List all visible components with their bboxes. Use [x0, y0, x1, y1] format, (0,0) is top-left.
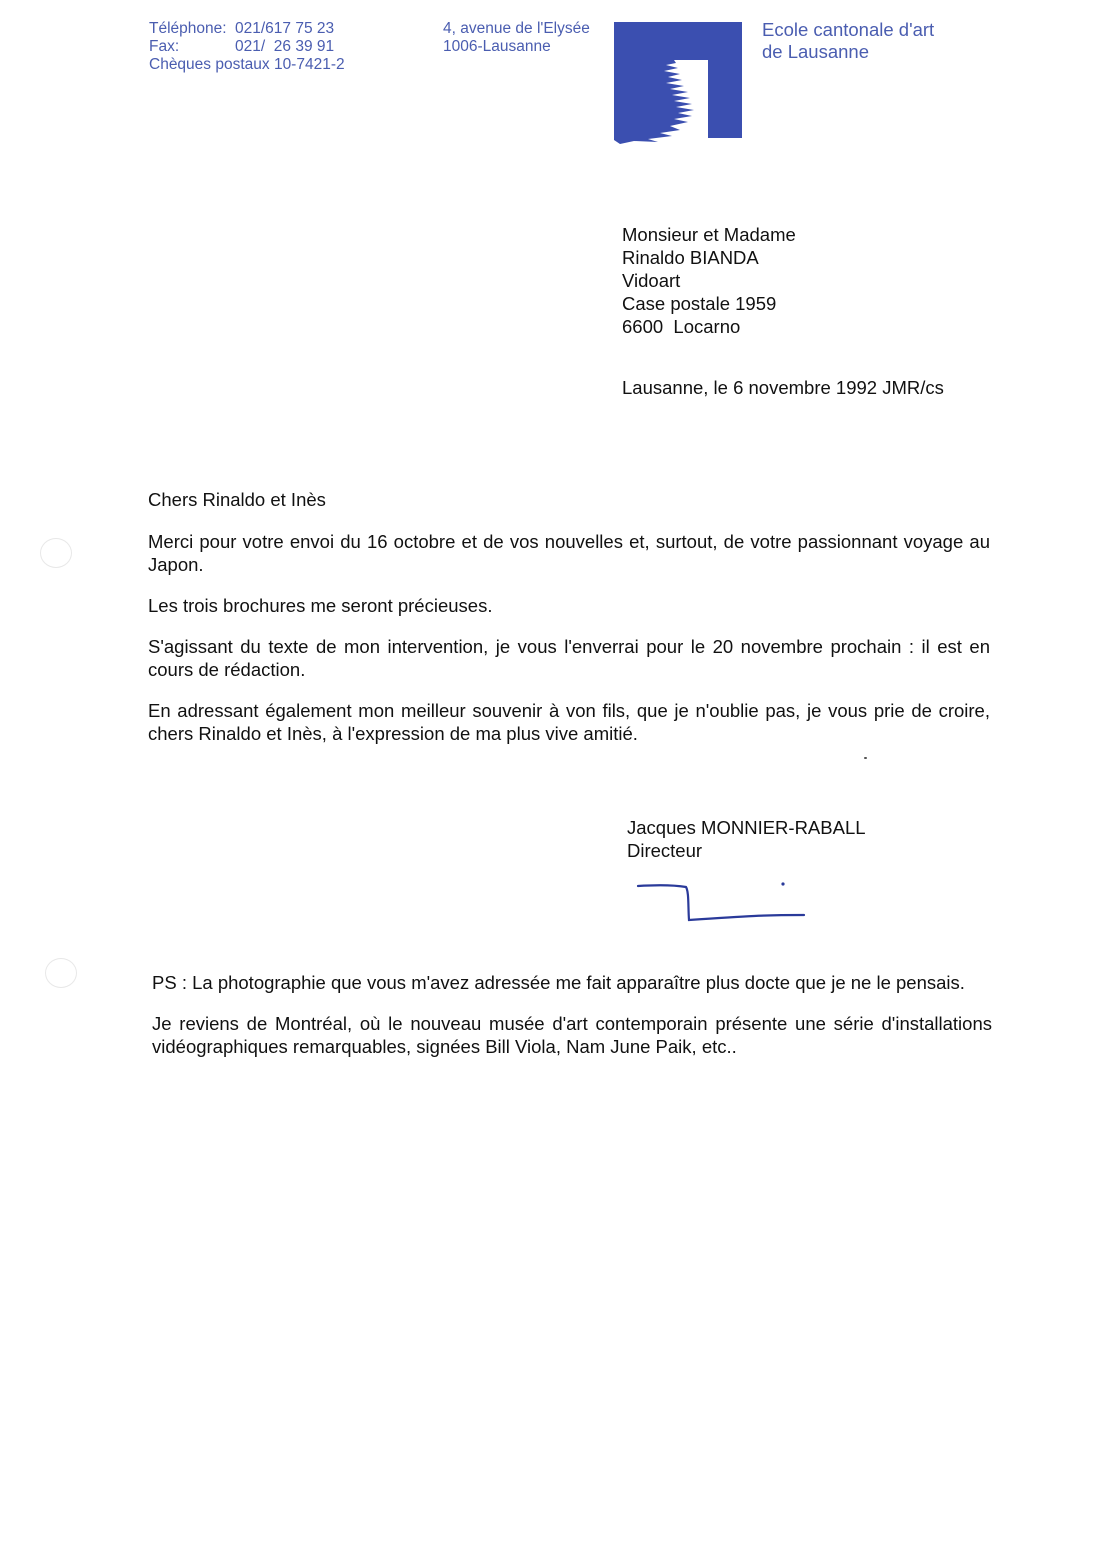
letter-body — [148, 488, 990, 763]
letter-paragraph: S'agissant du texte de mon intervention, je vous l'enverrai pour le 20 novembre prochain : il est en cours de rédaction. — [148, 636, 990, 680]
letter-paragraph: Merci pour votre envoi du 16 octobre et de vos nouvelles et, surtout, de votre passionnant voyage au Japon. — [148, 531, 990, 575]
fax-label: Fax: — [149, 38, 180, 55]
fax-number: 021/ 26 39 91 — [235, 38, 335, 55]
signer-block — [627, 816, 866, 862]
handwritten-signature — [634, 876, 814, 928]
signer-name: Jacques MONNIER-RABALL — [627, 817, 866, 838]
school-name-line2: de Lausanne — [762, 41, 869, 62]
fax-row — [149, 38, 345, 56]
salutation: Chers Rinaldo et Inès — [148, 489, 326, 510]
phone-row — [149, 20, 345, 38]
letter-paragraph: Les trois brochures me seront précieuses. — [148, 595, 493, 616]
signer-title: Directeur — [627, 840, 703, 861]
punch-hole-mark — [45, 958, 77, 988]
address-street: 4, avenue de l'Elysée — [443, 20, 590, 37]
phone-number: 021/617 75 23 — [235, 20, 335, 37]
date-line: Lausanne, le 6 novembre 1992 JMR/cs — [622, 377, 944, 398]
letterhead-address — [443, 20, 590, 56]
postscript-paragraph: Je reviens de Montréal, où le nouveau musée d'art contemporain présente une série d'installations vidéographiques remarquables, signées Bill Viola, Nam June Paik, etc.. — [152, 1013, 992, 1057]
recipient-line: Case postale 1959 — [622, 293, 777, 314]
scan-speck — [864, 757, 867, 759]
school-name-line1: Ecole cantonale d'art — [762, 19, 935, 40]
school-logo-icon — [614, 22, 742, 146]
recipient-line: Monsieur et Madame — [622, 224, 796, 245]
punch-hole-mark — [40, 538, 72, 568]
recipient-line: Rinaldo BIANDA — [622, 247, 759, 268]
recipient-line: Vidoart — [622, 270, 681, 291]
school-name — [762, 19, 934, 63]
recipient-address — [622, 223, 796, 338]
recipient-line: 6600 Locarno — [622, 316, 741, 337]
phone-label: Téléphone: — [149, 20, 227, 37]
postscript — [152, 971, 992, 1076]
letterhead-contact — [149, 20, 345, 74]
postal-account: Chèques postaux 10-7421-2 — [149, 56, 345, 73]
postscript-paragraph: PS : La photographie que vous m'avez adressée me fait apparaître plus docte que je ne le pensais. — [152, 972, 965, 993]
letter-paragraph: En adressant également mon meilleur souvenir à von fils, que je n'oublie pas, je vous prie de croire, chers Rinaldo et Inès, à l'expression de ma plus vive amitié. — [148, 700, 990, 744]
address-city: 1006-Lausanne — [443, 38, 551, 55]
